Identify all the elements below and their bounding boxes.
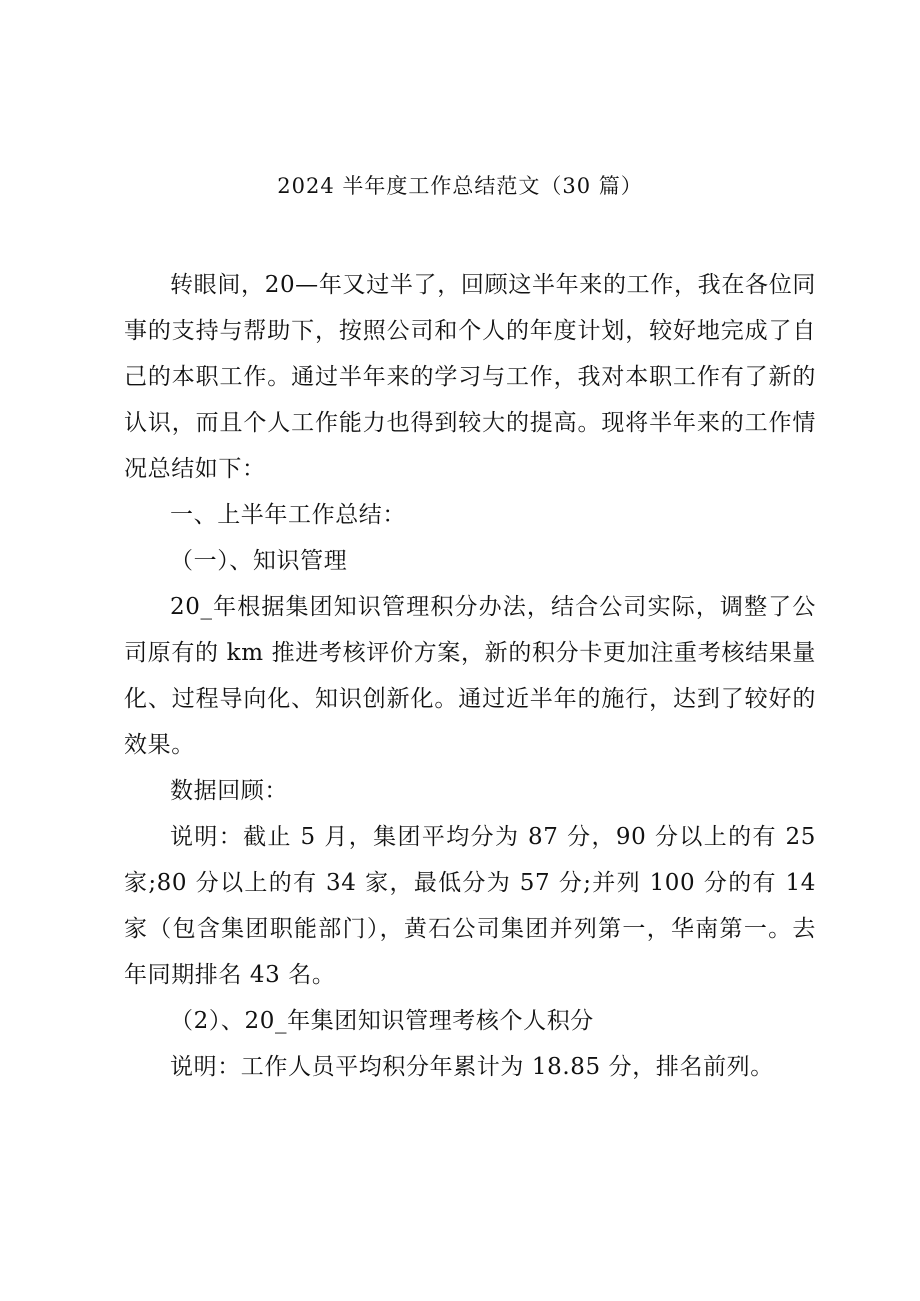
paragraph-intro: 转眼间，20—年又过半了，回顾这半年来的工作，我在各位同事的支持与帮助下，按照公司和个人的年度计划，较好地完成了自己的本职工作。通过半年来的学习与工作，我对本职工作有了新的认识，而且个人工作能力也得到较大的提高。现将半年来的工作情况总结如下： <box>124 272 816 482</box>
section-heading-first-half-summary: 一、上半年工作总结： <box>170 502 406 528</box>
subsection-heading-knowledge-management: （一）、知识管理 <box>170 548 348 574</box>
document-body <box>124 262 816 1090</box>
subsection-heading-personal-score: （2）、20_年集团知识管理考核个人积分 <box>170 1008 594 1034</box>
paragraph-data-explanation: 说明：截止 5 月，集团平均分为 87 分，90 分以上的有 25 家;80 分以上的有 34 家，最低分为 57 分;并列 100 分的有 14 家（包含集团职能部门），黄石公司集团并列第一，华南第一。去年同期排名 43 名。 <box>124 824 816 988</box>
paragraph-personal-score-explanation: 说明：工作人员平均积分年累计为 18.85 分，排名前列。 <box>170 1054 774 1080</box>
paragraph-knowledge-management: 20_年根据集团知识管理积分办法，结合公司实际，调整了公司原有的 km 推进考核评价方案，新的积分卡更加注重考核结果量化、过程导向化、知识创新化。通过近半年的施行，达到了较好的效果。 <box>124 594 816 758</box>
document-title: 2024 半年度工作总结范文（30 篇） <box>277 174 643 198</box>
subheading-data-review: 数据回顾： <box>170 778 288 804</box>
